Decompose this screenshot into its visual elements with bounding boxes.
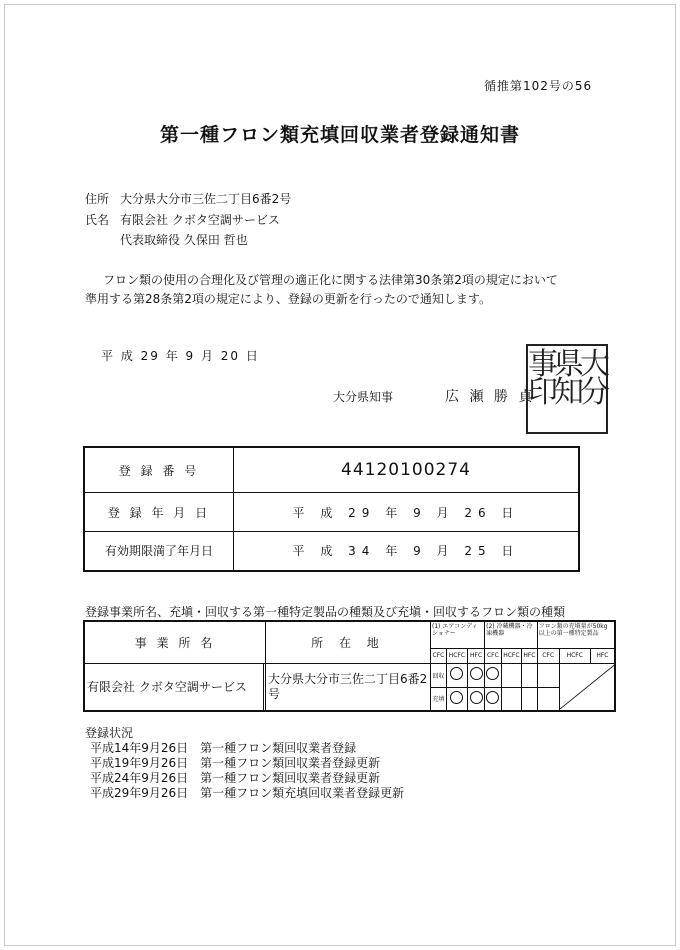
business-table (83, 620, 616, 712)
status-line: 平成19年9月26日 第一種フロン類回収業者登録更新 (90, 756, 381, 770)
recovery-cfc-mark (446, 663, 467, 687)
empty-cell (501, 687, 521, 711)
circle-mark-icon (486, 691, 499, 704)
address-value: 大分県大分市三佐二丁目6番2号 (120, 192, 292, 206)
registration-number-label: 登 録 番 号 (84, 447, 234, 493)
location-column-header: 所 在 地 (266, 621, 431, 663)
sub-column-header: HCFC (501, 648, 521, 663)
document-title: 第一種フロン類充填回収業者登録通知書 (159, 124, 520, 146)
seal-char: 知 (554, 375, 584, 410)
circle-mark-icon (486, 667, 499, 680)
office-column-header: 事 業 所 名 (84, 621, 266, 663)
sub-column-header: CFC (485, 648, 502, 663)
sub-column-header: HFC (590, 648, 615, 663)
charge-hcfc-mark (468, 687, 485, 711)
recovery-hfc-mark (485, 663, 502, 687)
table-row (84, 493, 579, 531)
large-equipment-group-header: フロン類の充塡量が50kg以上の第一種特定製品 (537, 621, 615, 648)
sub-column-header: HCFC (559, 648, 590, 663)
diagonal-strike-icon (560, 665, 614, 709)
circle-mark-icon (470, 691, 483, 704)
empty-cell (537, 687, 559, 711)
registration-date-value: 平 成 29 年 9 月 26 日 (234, 493, 580, 531)
sub-column-header: HFC (468, 648, 485, 663)
sub-column-header: CFC (537, 648, 559, 663)
seal-char: 大 (580, 347, 610, 382)
charge-cfc-mark (446, 687, 467, 711)
body-line-2: 準用する第28条第2項の規定により、登録の更新を行ったので通知します。 (85, 292, 491, 306)
issue-date: 平 成 29 年 9 月 20 日 (101, 349, 260, 363)
sub-column-header: HCFC (446, 648, 467, 663)
empty-cell (522, 663, 538, 687)
row-label-juten: 充填 (431, 687, 447, 711)
empty-cell (537, 663, 559, 687)
table-row (84, 663, 615, 687)
seal-char: 事 (528, 347, 558, 382)
circle-mark-icon (450, 691, 463, 704)
company-name: 有限会社 クボタ空調サービス (120, 213, 280, 227)
sub-column-header: HFC (522, 648, 538, 663)
status-line: 平成29年9月26日 第一種フロン類充填回収業者登録更新 (90, 786, 405, 800)
table-row (84, 531, 579, 571)
recovery-hcfc-mark (468, 663, 485, 687)
status-line: 平成14年9月26日 第一種フロン類回収業者登録 (90, 741, 357, 755)
issuer-name: 広 瀬 勝 貞 (445, 389, 536, 405)
expiry-date-value: 平 成 34 年 9 月 25 日 (234, 531, 580, 571)
circle-mark-icon (470, 667, 483, 680)
name-label: 氏名 (85, 213, 110, 227)
charge-hfc-mark (485, 687, 502, 711)
representative-name: 代表取締役 久保田 哲也 (120, 233, 248, 247)
seal-char: 印 (528, 375, 558, 410)
official-seal (526, 344, 608, 434)
body-line-1: フロン類の使用の合理化及び管理の適正化に関する法律第30条第2項の規定において (103, 273, 558, 287)
office-name-cell: 有限会社 クボタ空調サービス (84, 663, 263, 711)
aircon-group-header: (1) エアコンディショナー (431, 621, 485, 648)
expiry-date-label: 有効期限満了年月日 (84, 531, 234, 571)
business-section-heading: 登録事業所名、充塡・回収する第一種特定製品の種類及び充塡・回収するフロン類の種類 (85, 605, 566, 619)
issuer-title: 大分県知事 (333, 390, 394, 404)
not-applicable-cell (559, 663, 615, 711)
registration-table (83, 446, 580, 572)
refrigeration-group-header: (2) 冷蔵機器・冷凍機器 (485, 621, 538, 648)
address-label: 住所 (85, 192, 110, 206)
seal-char: 県 (554, 347, 584, 382)
circle-mark-icon (450, 667, 463, 680)
reference-number: 循推第102号の56 (484, 79, 593, 93)
status-line: 平成24年9月26日 第一種フロン類回収業者登録更新 (90, 771, 381, 785)
empty-cell (501, 663, 521, 687)
empty-cell (522, 687, 538, 711)
registration-number-value: 44120100274 (234, 447, 580, 493)
table-row (84, 447, 579, 493)
row-label-kaishu: 回収 (431, 663, 447, 687)
status-label: 登録状況 (85, 726, 134, 740)
registration-date-label: 登 録 年 月 日 (84, 493, 234, 531)
table-row (84, 621, 615, 648)
sub-column-header: CFC (431, 648, 447, 663)
seal-char: 分 (580, 375, 610, 410)
office-location-cell: 大分県大分市三佐二丁目6番2号 (266, 663, 431, 711)
